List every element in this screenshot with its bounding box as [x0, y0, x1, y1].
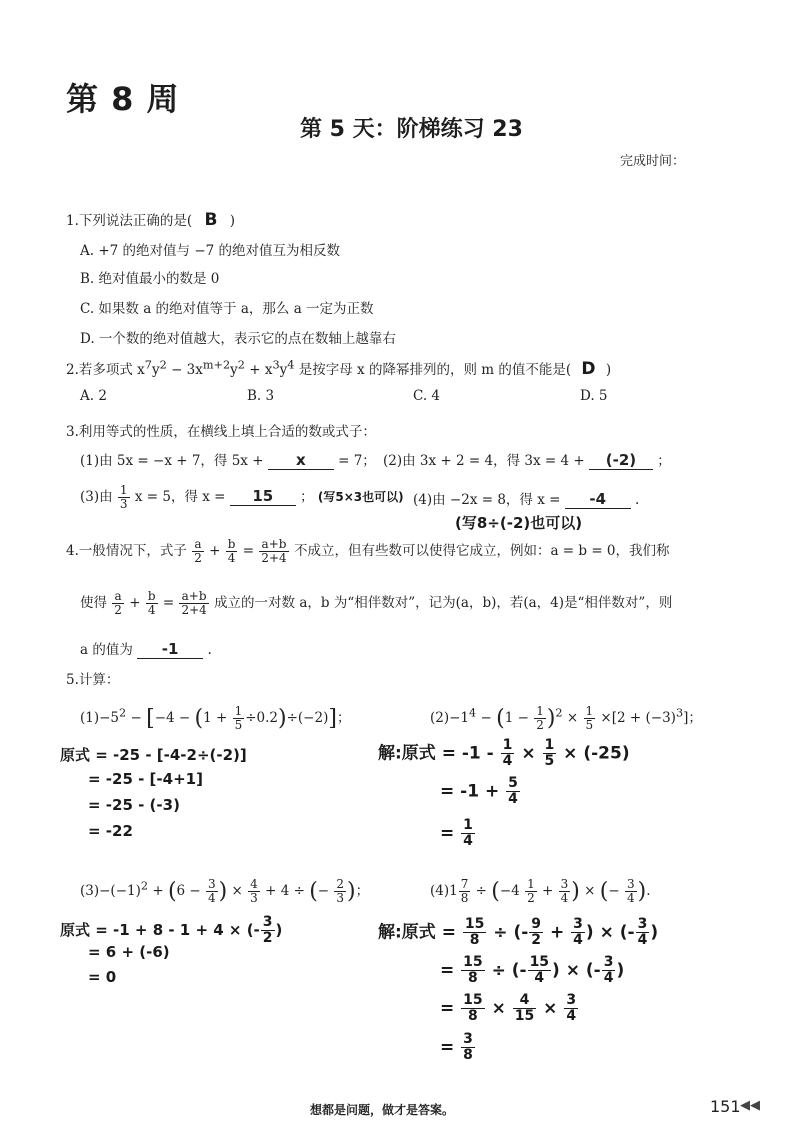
q3-p3-blank [230, 487, 296, 506]
q5-p3-label: (3) [80, 883, 100, 899]
q5-p4-frac-d: $\frac{3}{4}$ [626, 877, 635, 905]
q5-sol2-line2 [440, 776, 521, 807]
q5-sol3-frac: $\frac{3}{2}$ [262, 914, 273, 946]
q5-sol4-f11: $\frac{3}{8}$ [463, 1031, 473, 1063]
q5-sol2-l3-text: = [440, 823, 455, 844]
q4-frac2-b4: $\frac{b}{4}$ [147, 589, 156, 617]
q2-option-c: C. 4 [413, 388, 441, 404]
q1-option-c: C. 如果数 a 的绝对值等于 a，那么 a 一定为正数 [80, 301, 374, 317]
q4-frac2-ab: $\frac{a+b}{2+4}$ [181, 589, 207, 617]
q2-answer: D [581, 359, 596, 379]
q5-sol2-frac1: $\frac{1}{4}$ [502, 737, 513, 769]
q5-p4-frac-b: $\frac{1}{2}$ [527, 877, 535, 905]
q4-line2: 使得 $\frac{a}{2}$ + $\frac{b}{4}$ = $\frac{a+b}{2+4}$ 成立的一对数 a，b 为“相伴数对”，记为(a，b)，若(a，4)是“相伴数对”，则 [80, 589, 673, 617]
q2-option-d: D. 5 [580, 388, 608, 404]
q5-sol4-line1: 解:原式 = $\frac{15}{8}$ ÷ (- $\frac{9}{2}$ + $\frac{3}{4}$ ) × (- $\frac{3}{4}$ ) [378, 916, 659, 948]
q5-p1-label: (1) [80, 710, 100, 726]
q4-line2-a: 使得 [80, 595, 107, 611]
q4-frac-ab: $\frac{a+b}{2+4}$ [261, 537, 287, 565]
q3-p1-pre: (1)由 5x = −x + 7，得 5x + [80, 453, 264, 469]
q5-p3-frac-b: $\frac{4}{3}$ [250, 877, 258, 905]
q1-stem-line [66, 209, 235, 230]
q2-stem-line [66, 358, 611, 379]
q5-sol4-l2-text: = [440, 960, 455, 981]
q3-part3 [80, 484, 404, 511]
q4-frac-a2: $\frac{a}{2}$ [194, 537, 202, 565]
q3-p3-answer: 15 [252, 487, 274, 505]
q5-part4-expr: (4)1 $\frac{7}{8}$ ÷ (−4 $\frac{1}{2}$ + $\frac{3}{4}$ ) × (− $\frac{3}{4}$ ). [430, 877, 651, 905]
q5-sol4-l1-text: 解:原式 = [378, 922, 456, 943]
q2-close: ) [605, 362, 612, 378]
q3-p3-pre: (3)由 [80, 489, 113, 505]
q4-blank [137, 640, 203, 659]
q5-part3-expr: $(3)-(-1)^2 + (6$ − $\frac{3}{4}$ ) × $\frac{4}{3}$ + 4 ÷ (− $\frac{2}{3}$ )； [80, 877, 370, 905]
q5-sol4-line2: = $\frac{15}{8}$ ÷ (- $\frac{15}{4}$ ) × (- $\frac{3}{4}$ ) [440, 954, 625, 986]
q4-frac-b4: $\frac{b}{4}$ [227, 537, 236, 565]
q5-sol4-f10: $\frac{3}{4}$ [566, 992, 577, 1024]
completion-time-label: 完成时间： [620, 154, 686, 169]
footer-motto: 想都是问题，做才是答案。 [310, 1103, 455, 1117]
day-title: 第 5 天：阶梯练习 23 [300, 117, 523, 142]
q5-sol4-line4 [440, 1032, 476, 1063]
q5-part2-expr: $(2)-1^4 - (1$ − $\frac{1}{2}$ )$^2$ × $\frac{1}{5}$ $\times[2 + (-3)^3]$； [430, 704, 702, 732]
q1-option-a: A. +7 的绝对值与 −7 的绝对值互为相反数 [80, 243, 341, 259]
q1-close: ) [229, 213, 235, 229]
q3-p3-mid: x = 5，得 x = [134, 489, 226, 505]
q5-sol3-line2: = 6 + (-6) [88, 943, 170, 961]
q5-sol2-line3 [440, 818, 476, 849]
q3-part2 [383, 449, 671, 470]
q3-p4-answer: -4 [589, 490, 607, 508]
q5-sol4-l3-text: = [440, 998, 455, 1019]
q3-p2-answer: (-2) [605, 451, 637, 469]
q3-p3-note: (写5×3也可以) [317, 490, 404, 504]
q3-p4-pre: (4)由 −2x = 8，得 x = [413, 492, 561, 508]
q5-p4-frac-a: $\frac{7}{8}$ [460, 877, 469, 905]
q5-sol1-line3: = -25 - (-3) [88, 796, 180, 814]
q5-sol3-line1: 原式 = -1 + 8 - 1 + 4 × (- $\frac{3}{2}$ ) [60, 914, 283, 946]
q5-p4-label: (4) [430, 883, 450, 899]
q5-sol1-line2: = -25 - [-4+1] [88, 770, 203, 788]
q5-sol4-f5: $\frac{15}{8}$ [463, 954, 483, 986]
q5-sol4-f6: $\frac{15}{4}$ [529, 954, 550, 986]
q3-p2-pre: (2)由 3x + 2 = 4，得 3x = 4 + [383, 453, 585, 469]
page-arrow-icon: ◀◀ [740, 1098, 760, 1113]
q3-p2-blank [589, 451, 653, 470]
q5-p2-frac-b: $\frac{1}{5}$ [585, 704, 594, 732]
q5-sol2-line1: 解:原式 = -1 - $\frac{1}{4}$ × $\frac{1}{5}$ × (-25) [378, 737, 630, 769]
q1-option-b: B. 绝对值最小的数是 0 [80, 271, 220, 287]
q4-line1: 4.一般情况下，式子 $\frac{a}{2}$ + $\frac{b}{4}$ = $\frac{a+b}{2+4}$ 不成立，但有些数可以使得它成立，例如：a = b = 0，我们称 [66, 537, 670, 565]
q5-sol4-line3: = $\frac{15}{8}$ × $\frac{4}{15}$ × $\frac{3}{4}$ [440, 992, 577, 1024]
q3-part4 [413, 488, 639, 509]
q5-stem: 5.计算： [66, 672, 120, 688]
q3-p3-fraction: $\frac{1}{3}$ [119, 483, 128, 511]
q5-p4-frac-c: $\frac{3}{4}$ [560, 877, 569, 905]
q4-line3 [80, 638, 212, 659]
q1-stem: 1.下列说法正确的是( [66, 213, 193, 229]
q5-sol4-f3: $\frac{3}{4}$ [573, 916, 583, 948]
q5-p2-label: (2) [430, 710, 450, 726]
q3-part1 [80, 449, 376, 470]
q4-line3-b: . [207, 642, 212, 658]
q5-sol4-f4: $\frac{3}{4}$ [637, 916, 648, 948]
q2-option-b: B. 3 [247, 388, 275, 404]
q5-p2-frac-a: $\frac{1}{2}$ [536, 704, 544, 732]
q5-sol4-f8: $\frac{15}{8}$ [463, 992, 483, 1024]
q3-p3-post: ； [300, 489, 314, 505]
q5-sol2-l2-text: = -1 + [440, 781, 500, 802]
q5-sol4-f1: $\frac{15}{8}$ [464, 916, 485, 948]
q5-sol3-line3: = 0 [88, 968, 117, 986]
q5-sol2-l1-text: 解:原式 = -1 - [378, 743, 494, 764]
q5-sol4-f2: $\frac{9}{2}$ [531, 916, 542, 948]
q3-p1-answer: x [295, 451, 306, 469]
q3-p4-post: . [635, 492, 640, 508]
q1-answer: B [204, 210, 218, 230]
week-heading: 第 8 周 [66, 80, 180, 118]
q3-stem: 3.利用等式的性质，在横线上填上合适的数或式子： [66, 424, 376, 440]
q5-sol4-f9: $\frac{4}{15}$ [514, 992, 535, 1024]
q4-frac2-a2: $\frac{a}{2}$ [114, 589, 122, 617]
q5-p3-frac-c: $\frac{2}{3}$ [336, 877, 345, 905]
q4-answer: -1 [161, 640, 179, 658]
q4-line1-b: 不成立，但有些数可以使得它成立，例如：a = b = 0，我们称 [293, 543, 670, 559]
q3-p1-blank [268, 451, 334, 470]
q2-stem: 是按字母 x 的降幂排列的，则 m 的值不能是( [298, 362, 572, 378]
q4-line2-b: 成立的一对数 a，b 为“相伴数对”，记为(a，b)，若(a，4)是“相伴数对”，则 [214, 595, 673, 611]
q2-option-a: A. 2 [80, 388, 107, 404]
q4-line3-a: a 的值为 [80, 642, 133, 658]
q5-sol3-l1-text: 原式 = -1 + 8 - 1 + 4 × (- [60, 921, 260, 939]
q2-polynomial: 2.若多项式 $x^7y^2 - 3x^{m+2}y^2 + x^3y^4$ [66, 358, 295, 378]
q5-sol1-line1: 原式 = -25 - [-4-2÷(-2)] [60, 746, 247, 764]
q3-p2-post: ； [657, 453, 671, 469]
q5-p1-frac: $\frac{1}{5}$ [234, 704, 243, 732]
q5-part1-expr: $(1)-5^2 - [-4 - (1$ + $\frac{1}{5}$ ÷0.2)÷(−2)]； [80, 704, 351, 732]
q5-sol2-frac3: $\frac{5}{4}$ [508, 775, 518, 807]
q5-sol2-frac4: $\frac{1}{4}$ [463, 817, 473, 849]
q5-sol4-l4-text: = [440, 1037, 455, 1058]
q5-p3-frac-a: $\frac{3}{4}$ [208, 877, 216, 905]
q3-p4-note: (写8÷(-2)也可以) [455, 514, 583, 532]
page-number: 151 [710, 1097, 741, 1116]
q3-p4-blank [565, 490, 631, 509]
q1-option-d: D. 一个数的绝对值越大，表示它的点在数轴上越靠右 [80, 331, 396, 347]
q5-sol2-frac2: $\frac{1}{5}$ [544, 737, 555, 769]
q4-line1-a: 4.一般情况下，式子 [66, 543, 187, 559]
q5-sol1-line4: = -22 [88, 822, 133, 840]
q5-sol4-f7: $\frac{3}{4}$ [603, 954, 614, 986]
q3-p1-post: = 7； [338, 453, 376, 469]
